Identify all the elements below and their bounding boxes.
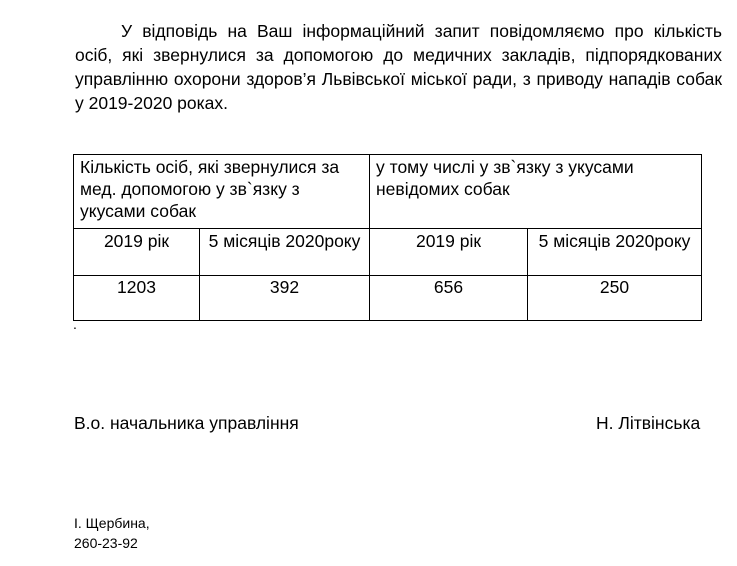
subheader-cell: 5 місяців 2020року	[528, 229, 702, 276]
letter-paragraph-text: У відповідь на Ваш інформаційний запит повідомляємо про кількість осіб, які звернулися за допомогою до медичних закладів, підпорядкованих управлінню охорони здоров’я Львівської міської ради, з приводу нападів собак у 2019-2020 роках.	[75, 21, 722, 113]
subheader-cell: 2019 рік	[370, 229, 528, 276]
statistics-table	[73, 154, 702, 321]
stray-dot: .	[73, 316, 77, 332]
letter-paragraph	[75, 19, 722, 115]
subheader-cell: 2019 рік	[74, 229, 200, 276]
value-cell: 392	[200, 276, 370, 321]
header-total-bites: Кількість осіб, які звернулися за мед. допомогою у зв`язку з укусами собак	[74, 155, 370, 229]
signer-name: Н. Літвінська	[596, 413, 701, 433]
value-cell: 250	[528, 276, 702, 321]
subheader-cell: 5 місяців 2020року	[200, 229, 370, 276]
table-row	[74, 276, 702, 321]
value-cell: 656	[370, 276, 528, 321]
table-subheader-row	[74, 229, 702, 276]
executor-block	[74, 513, 150, 553]
value-cell: 1203	[74, 276, 200, 321]
signer-position: В.о. начальника управління	[74, 413, 299, 433]
executor-phone: 260-23-92	[74, 535, 138, 551]
header-unknown-dogs: у тому числі у зв`язку з укусами невідомих собак	[370, 155, 702, 229]
executor-name: І. Щербина,	[74, 515, 150, 531]
table-header-row	[74, 155, 702, 229]
